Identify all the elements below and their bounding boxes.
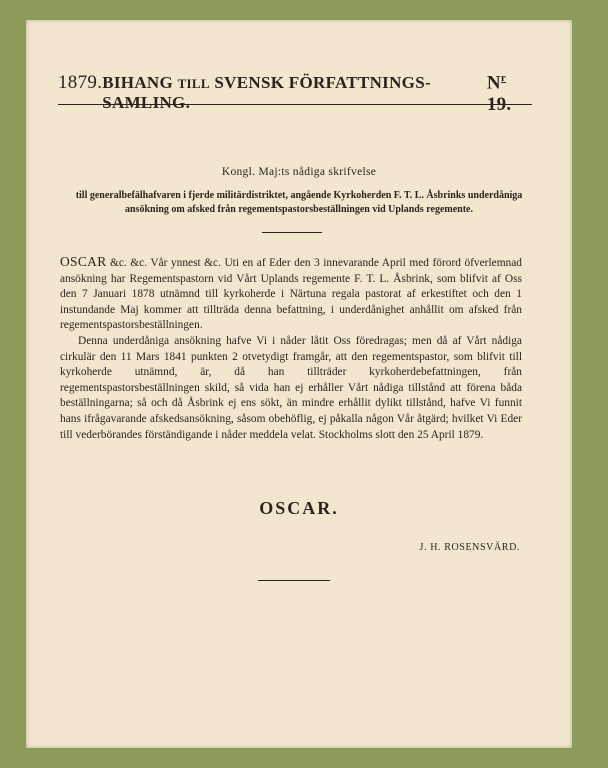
header-series-name: SVENSK FÖRFATTNINGS-SAMLING. bbox=[102, 73, 431, 113]
countersignature: J. H. ROSENSVÄRD. bbox=[419, 542, 520, 553]
header-till: TILL bbox=[177, 76, 210, 92]
title-divider bbox=[262, 232, 322, 233]
bottom-divider bbox=[258, 580, 330, 581]
header-number-label-sup: r bbox=[500, 72, 507, 84]
document-page bbox=[26, 20, 572, 748]
document-subtitle: till generalbefälhafvaren i fjerde militärdistriktet, angående Kyrkoherden F. T. L. Åsbrinks underdåniga ansökning om afsked från regementspastorsbeställningen vid Uplands regemente. bbox=[75, 190, 523, 215]
paragraph-1 bbox=[60, 254, 522, 334]
header-divider bbox=[58, 104, 532, 105]
royal-signature: OSCAR. bbox=[259, 498, 339, 518]
header-year: 1879. bbox=[58, 72, 103, 94]
document-body bbox=[60, 254, 522, 443]
document-title: Kongl. Maj:ts nådiga skrifvelse bbox=[221, 166, 377, 178]
paragraph-2: Denna underdåniga ansökning hafve Vi i nåder låtit Oss föredragas; men då af Vårt nådiga cirkulär den 11 Mars 1841 punkten 2 otvetydigt framgår, att den regementspastor, som blifvit till kyrkoherde utnämnd, är, då han tillträder kyrkoherdebefattningen, från regementspastorsbeställningen skild, så vida han ej erhåller Vårt nådiga tillstånd att förena båda beställningarna; så och då Åsbrink ej ens sökt, än mindre erhållit dylikt tillstånd, hafve Vi funnit hans ifrågavarande afskedsansökning, såsom obehöflig, ej påkalla någon Vår åtgärd; hvilket Vi Eder till vederbörandes förständigande i nåder meddela velat. Stockholms slott den 25 April 1879. bbox=[60, 334, 522, 441]
header-number-value: 19. bbox=[486, 94, 512, 116]
paragraph-1-text: &c. &c. Vår ynnest &c. Uti en af Eder den 3 innevarande April med förord öfverlemnad ansökning har Regementspastorn vid Vårt Uplands regemente F. T. L. Åsbrink, som blifvit af Oss den 7 Januari 1878 utnämnd till kyrkoherde i Närtuna regala pastorat af erkestiftet och den 1 instundande Maj kommer att tillträda denna befattning, i underdånighet anhållit om afsked från regementspastorsbeställningen. bbox=[60, 257, 522, 332]
paragraph-1-lead: OSCAR bbox=[60, 254, 107, 269]
header-series bbox=[102, 73, 487, 113]
page-header bbox=[58, 72, 532, 116]
header-number-label: N bbox=[486, 72, 501, 94]
header-bihang: BIHANG bbox=[102, 73, 174, 93]
header-number bbox=[487, 72, 532, 116]
